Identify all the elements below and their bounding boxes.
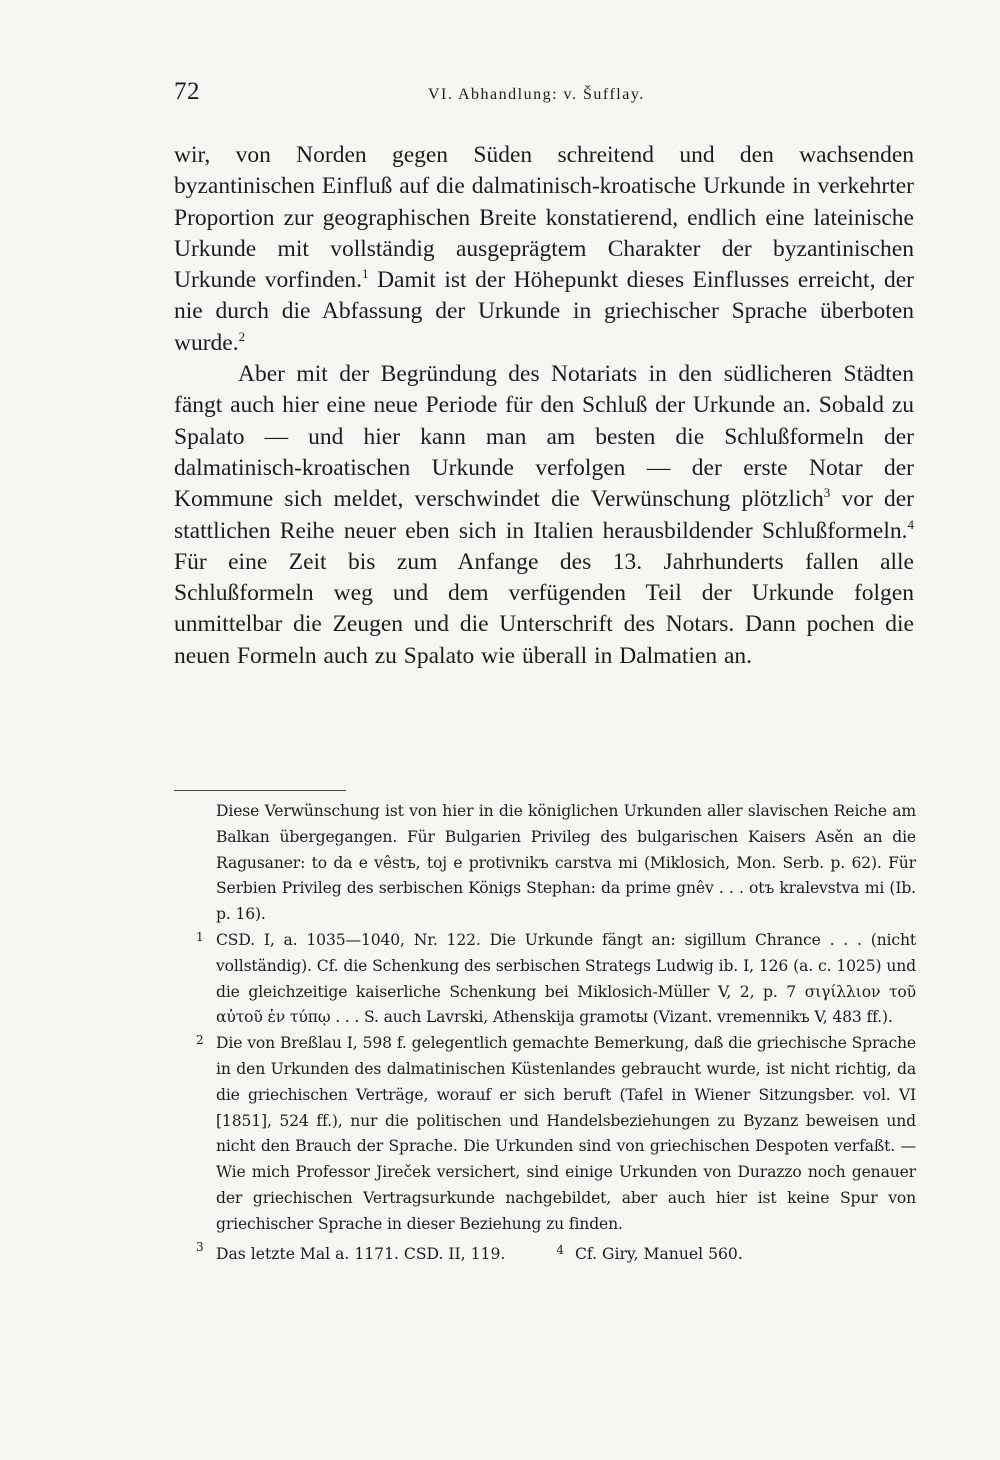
paragraph-1-continuation: Damit ist der Höhepunkt dieses Einflusses erreicht, der nie durch die Abfassung der Urkunde in griechischer Sprache überboten wurde.: [174, 267, 915, 356]
paragraph-1: [174, 140, 914, 359]
footnote-ref-3: 3: [823, 485, 831, 501]
footnote-1-text: CSD. I, a. 1035—1040, Nr. 122. Die Urkunde fängt an: sigillum Chrance . . . (nicht vollständig). Cf. die Schenkung des serbischen Strategs Ludwig ib. I, 126 (a. c. 1025) und die gleichzeitige kaiserliche Schenkung bei Miklosich-Müller V, 2, p. 7 σιγίλλιον τοῦ αὐτοῦ ἐν τύπῳ . . . S. auch Lavrski, Athenskija gramotы (Vizant. vremennikъ V, 483 ff.).: [216, 930, 916, 1027]
footnote-carryover-text: Diese Verwünschung ist von hier in die königlichen Urkunden aller slavischen Reiche am Balkan übergegangen. Für Bulgarien Privileg des bulgarischen Kaisers Asěn an die Ragusaner: to da e vêstъ, toj e protivnikъ carstva mi (Miklosich, Mon. Serb. p. 62). Für Serbien Privileg des serbischen Königs Stephan: da prime gnêv . . . otъ kralevstva mi (Ib. p. 16).: [216, 802, 916, 924]
page-number: 72: [174, 78, 200, 105]
paragraph-2: [174, 359, 914, 672]
paragraph-2-end: Für eine Zeit bis zum Anfange des 13. Jahrhunderts fallen alle Schlußformeln weg und dem verfügenden Teil der Urkunde folgen unmittelbar die Zeugen und die Unterschrift des Notars. Dann pochen die neuen Formeln auch zu Spalato wie überall in Dalmatien an.: [174, 548, 914, 669]
footnote-3-4: [174, 1238, 916, 1268]
footnote-ref-4: 4: [907, 516, 914, 532]
footnote-2: [174, 1031, 916, 1237]
footnote-2-text: Die von Breßlau I, 598 f. gelegentlich gemachte Bemerkung, daß die griechische Sprache in den Urkunden des dalmatinischen Küstenlandes gebraucht wurde, ist nicht richtig, da die griechischen Verträge, worauf er sich beruft (Tafel in Wiener Sitzungsber. vol. VI [1851], 524 ff.), nur die politischen und Handelsbeziehungen zu Byzanz beweisen und nicht den Brauch der Sprache. Die Urkunden sind von griechischen Despoten verfaßt. — Wie mich Professor Jireček versichert, sind einige Urkunden von Durazzo noch genauer der griechischen Vertragsurkunde nachgebildet, aber auch hier ist keine Spur von griechischer Sprache in dieser Beziehung zu finden.: [216, 1034, 916, 1233]
footnote-3-mark: 3: [196, 1239, 204, 1254]
page-header: [174, 78, 914, 108]
footnote-3-text: Das letzte Mal a. 1171. CSD. II, 119.: [216, 1244, 506, 1263]
paragraph-2-text: Aber mit der Begründung des Notariats in den südlicheren Städten fängt auch hier eine neue Periode für den Schluß der Urkunde an. Sobald zu Spalato — und hier kann man am besten die Schlußformeln der dalmatinisch-kroatischen Urkunde verfolgen — der erste Notar der Kommune sich meldet, verschwindet die Verwünschung plötzlich: [174, 361, 914, 513]
footnote-ref-1: 1: [362, 266, 369, 282]
footnote-separator: [174, 790, 346, 791]
footnote-carryover: [174, 799, 916, 928]
footnote-1: [174, 928, 916, 1031]
footnotes: [174, 799, 916, 1267]
footnote-1-mark: 1: [196, 929, 204, 944]
main-text: [174, 140, 914, 672]
footnote-4-text: Cf. Giry, Manuel 560.: [574, 1244, 743, 1263]
footnote-2-mark: 2: [196, 1033, 204, 1048]
paragraph-1-text: wir, von Norden gegen Süden schreitend und den wachsenden byzantinischen Einfluß auf die dalmatinisch-kroatische Urkunde in verkehrter Proportion zur geographischen Breite konstatierend, endlich eine lateinische Urkunde mit vollständig ausgeprägtem Charakter der byzantinischen Urkunde vorfinden.: [174, 142, 914, 294]
footnote-4-mark: 4: [556, 1242, 564, 1257]
footnote-ref-2: 2: [238, 328, 246, 344]
running-head: VI. Abhandlung: v. Šufflay.: [428, 86, 645, 103]
paragraph-2-middle: vor der stattlichen Reihe neuer eben sich in Italien herausbildender Schlußformeln.: [174, 486, 914, 544]
